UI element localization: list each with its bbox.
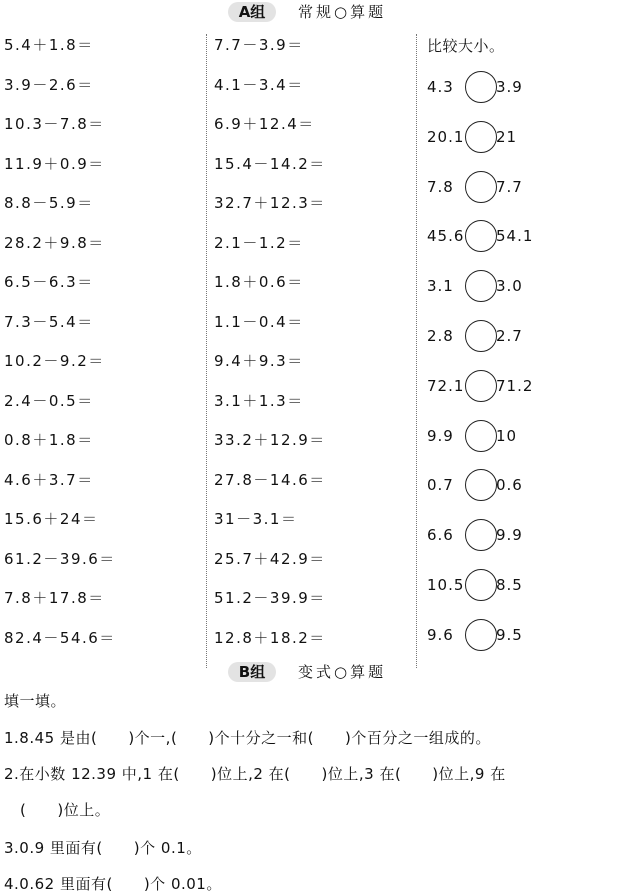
fill-question-1: 1.8.45 是由( )个一,( )个十分之一和( )个百分之一组成的。 [4,729,491,747]
compare-answer-circle[interactable] [465,71,497,103]
compare-answer-circle[interactable] [465,370,497,402]
compare-left-value: 3.1 [427,277,454,296]
section-b-header [0,661,621,683]
compare-left-value: 10.5 [427,576,465,594]
problem-item: 61.2－39.6＝ [4,549,116,568]
compare-right-value: 71.2 [496,376,534,395]
group-a-badge: A组 [228,2,276,22]
section-a-title: 常规○算题 [298,3,387,21]
fill-instruction: 填一填。 [4,692,67,710]
problem-item: 1.8＋0.6＝ [214,273,304,291]
problem-item: 11.9＋0.9＝ [4,154,105,173]
compare-item [427,171,617,203]
problem-item: 33.2＋12.9＝ [214,431,326,449]
compare-right-value: 7.7 [496,177,523,196]
problem-item: 5.4＋1.8＝ [4,36,94,54]
fill-question-2: 2.在小数 12.39 中,1 在( )位上,2 在( )位上,3 在( )位上,9 在 [4,765,506,783]
problem-item: 27.8－14.6＝ [214,470,326,489]
column-divider-2 [416,34,417,668]
compare-item [427,71,617,103]
compare-answer-circle[interactable] [465,569,497,601]
problem-item: 10.2－9.2＝ [4,352,105,370]
fill-question-2-continued: ( )位上。 [20,801,111,819]
fill-question-4: 4.0.62 里面有( )个 0.01。 [4,875,222,893]
problem-item: 28.2＋9.8＝ [4,233,105,252]
compare-answer-circle[interactable] [465,519,497,551]
problem-item: 12.8＋18.2＝ [214,628,326,647]
compare-right-value: 21 [496,127,518,146]
problem-item: 1.1－0.4＝ [214,312,304,331]
compare-answer-circle[interactable] [465,220,497,252]
compare-right-value: 9.9 [496,526,523,545]
compare-item [427,420,617,452]
compare-right-value: 9.5 [496,625,523,644]
problem-item: 15.4－14.2＝ [214,154,326,173]
problem-item: 31－3.1＝ [214,510,298,528]
compare-item [427,370,617,402]
compare-left-value: 9.6 [427,625,454,644]
compare-left-value: 2.8 [427,327,454,345]
compare-right-value: 3.0 [496,277,523,296]
compare-answer-circle[interactable] [465,619,497,651]
problem-item: 8.8－5.9＝ [4,194,94,212]
problem-item: 0.8＋1.8＝ [4,431,94,449]
problem-item: 6.9＋12.4＝ [214,115,315,133]
compare-right-value: 0.6 [496,476,523,495]
problem-item: 3.9－2.6＝ [4,75,94,94]
compare-left-value: 7.8 [427,177,454,196]
problem-item: 9.4＋9.3＝ [214,352,304,370]
compare-left-value: 0.7 [427,476,454,495]
problem-item: 25.7＋42.9＝ [214,549,326,568]
compare-left-value: 20.1 [427,127,465,146]
compare-item [427,519,617,551]
compare-right-value: 54.1 [496,227,534,246]
column-divider-1 [206,34,207,668]
compare-item [427,220,617,252]
compare-left-value: 45.6 [427,227,465,246]
compare-answer-circle[interactable] [465,121,497,153]
problem-item: 15.6＋24＝ [4,510,99,528]
problem-item: 32.7＋12.3＝ [214,194,326,212]
compare-answer-circle[interactable] [465,270,497,302]
problem-item: 7.8＋17.8＝ [4,589,105,607]
compare-item [427,569,617,601]
problem-item: 6.5－6.3＝ [4,273,94,291]
section-a-header [0,1,621,23]
problem-item: 7.3－5.4＝ [4,312,94,331]
group-b-badge: B组 [228,662,276,682]
compare-right-value: 8.5 [496,576,523,594]
compare-left-value: 9.9 [427,426,454,445]
compare-answer-circle[interactable] [465,420,497,452]
compare-item [427,320,617,352]
compare-item [427,270,617,302]
problem-item: 51.2－39.9＝ [214,589,326,607]
compare-right-value: 2.7 [496,327,523,345]
problem-item: 3.1＋1.3＝ [214,391,304,410]
compare-right-value: 10 [496,426,518,445]
problem-item: 2.4－0.5＝ [4,391,94,410]
problem-item: 7.7－3.9＝ [214,36,304,54]
compare-answer-circle[interactable] [465,171,497,203]
problem-item: 4.1－3.4＝ [214,75,304,94]
problem-item: 2.1－1.2＝ [214,233,304,252]
compare-right-value: 3.9 [496,78,523,96]
problem-item: 4.6＋3.7＝ [4,470,94,489]
compare-left-value: 6.6 [427,526,454,545]
section-b-title: 变式○算题 [298,663,387,681]
compare-answer-circle[interactable] [465,320,497,352]
problem-item: 10.3－7.8＝ [4,115,105,133]
compare-instruction: 比较大小。 [427,37,505,55]
problem-item: 82.4－54.6＝ [4,628,116,647]
fill-question-3: 3.0.9 里面有( )个 0.1。 [4,839,202,857]
compare-item [427,619,617,651]
compare-item [427,469,617,501]
compare-left-value: 4.3 [427,78,454,96]
compare-item [427,121,617,153]
compare-left-value: 72.1 [427,376,465,395]
compare-answer-circle[interactable] [465,469,497,501]
